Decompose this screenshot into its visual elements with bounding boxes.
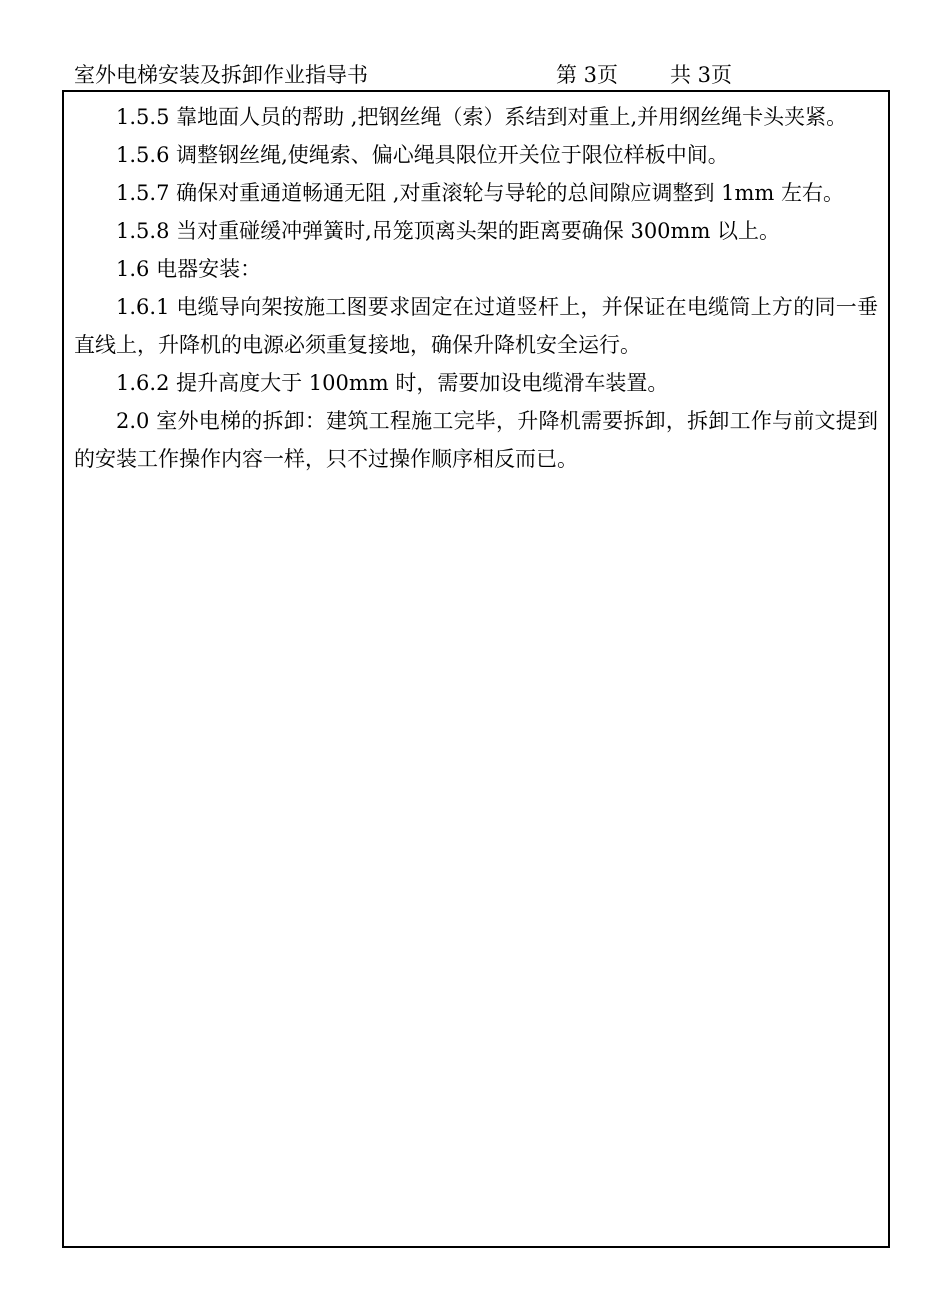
paragraph-1-6: 1.6 电器安装： bbox=[116, 257, 262, 281]
page-number: 第 3页 bbox=[556, 63, 619, 87]
paragraph-1-6-1: 1.6.1 电缆导向架按施工图要求固定在过道竖杆上，并保证在电缆筒上方的同一垂直线上，升降机的电源必须重复接地，确保升降机安全运行。 bbox=[74, 295, 878, 357]
paragraph-1-5-7: 1.5.7 确保对重通道畅通无阻 ,对重滚轮与导轮的总间隙应调整到 1mm 左右。 bbox=[116, 181, 844, 205]
document-title: 室外电梯安装及拆卸作业指导书 bbox=[74, 63, 368, 87]
paragraph-1-6-2: 1.6.2 提升高度大于 100mm 时，需要加设电缆滑车装置。 bbox=[116, 371, 669, 395]
paragraph-1-5-5: 1.5.5 靠地面人员的帮助 ,把钢丝绳（索）系结到对重上,并用纲丝绳卡头夹紧。 bbox=[116, 105, 848, 129]
page-total: 共 3页 bbox=[670, 63, 733, 87]
page-header bbox=[62, 58, 890, 92]
paragraph-2-0: 2.0 室外电梯的拆卸：建筑工程施工完毕，升降机需要拆卸，拆卸工作与前文提到的安装工作操作内容一样，只不过操作顺序相反而已。 bbox=[74, 409, 878, 471]
paragraph-1-5-6: 1.5.6 调整钢丝绳,使绳索、偏心绳具限位开关位于限位样板中间。 bbox=[116, 143, 729, 167]
content-frame bbox=[62, 90, 890, 1248]
paragraph-1-5-8: 1.5.8 当对重碰缓冲弹簧时,吊笼顶离头架的距离要确保 300mm 以上。 bbox=[116, 219, 781, 243]
